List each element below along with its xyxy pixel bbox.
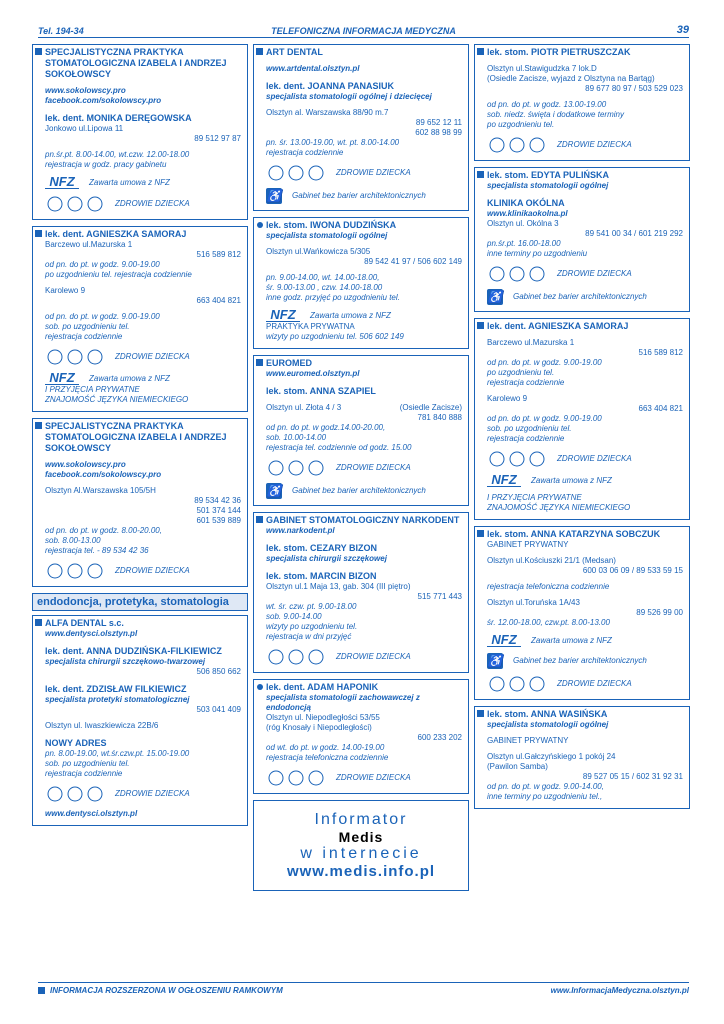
listing-title: lek. stom. IWONA DUDZIŃSKA: [266, 220, 397, 230]
bullet-square: [477, 171, 484, 178]
note: po uzgodnieniu tel. rejestracja codziennie: [45, 270, 192, 279]
facebook-link[interactable]: facebook.com/sokolowscy.pro: [45, 96, 162, 105]
page-header: [38, 24, 689, 40]
hours: wt. śr. czw. pt. 9.00-18.00: [266, 602, 357, 611]
children-faces-icon: [45, 195, 105, 213]
bullet-square: [256, 516, 263, 523]
phone-1: 506 850 662: [196, 667, 241, 676]
accessibility-row: [487, 653, 683, 669]
phone-3: 601 539 889: [196, 516, 241, 525]
listing-title: ART DENTAL: [266, 47, 323, 57]
zdrowie-row: [45, 562, 241, 580]
address: Olsztyn ul. Okólna 3: [487, 219, 559, 228]
zdrowie-label: ZDROWIE DZIECKA: [115, 199, 190, 208]
registration: rejestracja tel. codziennie od godz. 15.00: [266, 443, 412, 452]
column-2: [253, 44, 469, 891]
accessibility-label: Gabinet bez barier architektonicznych: [292, 191, 426, 200]
column-3: [474, 44, 690, 815]
registration-2: rejestracja codziennie: [487, 434, 565, 443]
children-faces-icon: [487, 136, 547, 154]
hours: od wt. do pt. w godz. 14.00-19.00: [266, 743, 385, 752]
visits: wizyty po uzgodnieniu tel. 506 602 149: [266, 332, 404, 341]
listing-pulinska: [474, 167, 690, 312]
header-rule: [38, 37, 689, 38]
nfz-logo-icon: NFZ: [487, 634, 521, 647]
note: po uzgodnieniu tel.: [487, 368, 555, 377]
zdrowie-label: ZDROWIE DZIECKA: [336, 652, 411, 661]
children-faces-icon: [487, 675, 547, 693]
bullet-square: [477, 48, 484, 55]
zdrowie-row: [45, 785, 241, 803]
listing-samoraj-2: [474, 318, 690, 520]
registration: rejestracja telefoniczna codziennie: [266, 753, 389, 762]
nfz-contract: Zawarta umowa z NFZ: [89, 177, 170, 187]
listing-samoraj-1: [32, 226, 248, 412]
registration: rejestracja codziennie: [487, 378, 565, 387]
hours: pn.śr.pt. 16.00-18.00: [487, 239, 561, 248]
accessibility-label: Gabinet bez barier architektonicznych: [513, 656, 647, 665]
listing-wasinska: [474, 706, 690, 809]
hours: pn. 8.00-19.00, wt.śr.czw.pt. 15.00-19.00: [45, 749, 190, 758]
bullet-square: [35, 48, 42, 55]
phone: 600 03 06 09 / 89 533 59 15: [582, 566, 683, 575]
zdrowie-row: [45, 195, 241, 213]
nfz-row: [487, 634, 683, 647]
saturday: sob. niedz. święta i dodatkowe terminy: [487, 110, 624, 119]
hours-2: śr. 9.00-13.00 , czw. 14.00-18.00: [266, 283, 383, 292]
zdrowie-label: ZDROWIE DZIECKA: [336, 773, 411, 782]
children-faces-icon: [487, 450, 547, 468]
listing-title: lek. stom. EDYTA PULIŃSKA: [487, 170, 610, 180]
address: Olsztyn Al.Warszawska 105/5H: [45, 486, 156, 495]
phone-2: 501 374 144: [196, 506, 241, 515]
doctor-name-1: lek. stom. CEZARY BIZON: [266, 543, 378, 553]
registration: rejestracja codziennie: [266, 148, 344, 157]
address: Barczewo ul.Mazurska 1: [45, 240, 133, 249]
website-link[interactable]: www.klinikaokolna.pl: [487, 209, 568, 218]
promo-link[interactable]: www.medis.info.pl: [286, 863, 436, 880]
children-faces-icon: [45, 785, 105, 803]
registration: rejestracja tel. - 89 534 42 36: [45, 546, 149, 555]
german: ZNAJOMOŚĆ JĘZYKA NIEMIECKIEGO: [45, 395, 189, 404]
doctor-name: lek. dent. MONIKA DERĘGOWSKA: [45, 113, 192, 123]
phone-2: 89 526 99 00: [636, 608, 683, 617]
specialty: specjalista stomatologii zachowawczej z endodoncją: [266, 693, 420, 712]
promo-line-2: Medis: [338, 829, 384, 845]
address: Olsztyn ul.Stawigudzka 7 lok.D: [487, 64, 597, 73]
footer-rule: [38, 982, 689, 983]
note: po uzgodnieniu tel.: [487, 120, 555, 129]
listing-title: GABINET STOMATOLOGICZNY NARKODENT: [266, 515, 460, 525]
nfz-contract: Zawarta umowa z NFZ: [310, 310, 391, 320]
phone: 600 233 202: [417, 733, 462, 742]
hours: od pn. do pt. w godz. 8.00-20.00,: [45, 526, 162, 535]
address: Olsztyn ul. Złota 4 / 3: [266, 403, 342, 412]
saturday: sob. po uzgodnieniu tel.: [45, 322, 130, 331]
hours: od pn. do pt. w godz. 13.00-19.00: [487, 100, 607, 109]
bullet-square: [35, 230, 42, 237]
other-terms: inne terminy po uzgodnieniu: [487, 249, 588, 258]
nfz-contract: Zawarta umowa z NFZ: [89, 373, 170, 383]
phone: 781 840 888: [417, 413, 462, 422]
accessibility-label: Gabinet bez barier architektonicznych: [292, 486, 426, 495]
accessibility-row: [266, 188, 462, 204]
listing-dudzinska: [253, 217, 469, 349]
german: ZNAJOMOŚĆ JĘZYKA NIEMIECKIEGO: [487, 503, 631, 512]
listing-title: lek. stom. PIOTR PIETRUSZCZAK: [487, 47, 631, 57]
registration: rejestracja w dni przyjęć: [266, 632, 352, 641]
nfz-contract: Zawarta umowa z NFZ: [531, 475, 612, 485]
doctor-name-1: lek. dent. ANNA DUDZIŃSKA-FILKIEWICZ: [45, 646, 222, 656]
website-link[interactable]: www.artdental.olsztyn.pl: [266, 64, 360, 73]
footer-link[interactable]: www.InformacjaMedyczna.olsztyn.pl: [550, 986, 689, 995]
facebook-link[interactable]: facebook.com/sokolowscy.pro: [45, 470, 162, 479]
listing-title: EUROMED: [266, 358, 313, 368]
address: Olsztyn ul.Wańkowicza 5/305: [266, 247, 371, 256]
private: I PRZYJĘCIA PRYWATNE: [487, 493, 582, 502]
phone-1: 89 652 12 11: [415, 118, 462, 127]
header-title: TELEFONICZNA INFORMACJA MEDYCZNA: [271, 26, 456, 36]
doctor-name-2: lek. stom. MARCIN BIZON: [266, 571, 377, 581]
bullet-square: [477, 322, 484, 329]
phone: 516 589 812: [638, 348, 683, 357]
saturday: sob. po uzgodnieniu tel.: [45, 759, 130, 768]
website-link[interactable]: www.sokolowscy.pro: [45, 460, 126, 469]
zdrowie-label: ZDROWIE DZIECKA: [115, 566, 190, 575]
listing-title: lek. dent. ADAM HAPONIK: [266, 682, 379, 692]
header-tel: Tel. 194-34: [38, 26, 84, 36]
hours: pn.śr.pt. 8.00-14.00, wt.czw. 12.00-18.00: [45, 150, 190, 159]
zdrowie-row: [266, 459, 462, 477]
private-practice: PRAKTYKA PRYWATNA: [266, 322, 355, 331]
visits: wizyty po uzgodnieniu tel.: [266, 622, 358, 631]
listing-sokolowscy-2: [32, 418, 248, 587]
website-link[interactable]: www.narkodent.pl: [266, 526, 335, 535]
bullet-square: [35, 619, 42, 626]
specialty: specjalista stomatologii ogólnej i dziecięcej: [266, 92, 432, 101]
specialty-1: specjalista chirurgii szczękowo-twarzowej: [45, 657, 206, 666]
specialty-1: specjalista chirurgii szczękowej: [266, 554, 387, 563]
address-2: (Pawilon Samba): [487, 762, 548, 771]
zdrowie-row: [487, 136, 683, 154]
doctor-name-2: lek. dent. ZDZISŁAW FILKIEWICZ: [45, 684, 187, 694]
zdrowie-row: [266, 769, 462, 787]
bullet-square: [256, 359, 263, 366]
phone-1: 89 534 42 36: [194, 496, 241, 505]
registration: rejestracja telefoniczna codziennie: [487, 582, 610, 591]
doctor-name: lek. stom. ANNA SZAPIEL: [266, 386, 376, 396]
listing-title: lek. dent. AGNIESZKA SAMORAJ: [45, 229, 187, 239]
website-link[interactable]: www.euromed.olsztyn.pl: [266, 369, 360, 378]
listing-title: SPECJALISTYCZNA PRAKTYKA STOMATOLOGICZNA IZABELA I ANDRZEJ SOKOŁOWSCY: [45, 47, 227, 79]
children-faces-icon: [266, 459, 326, 477]
website-link-2[interactable]: www.dentysci.olsztyn.pl: [45, 809, 138, 818]
hours-3: inne godz. przyjęć po uzgodnieniu tel.: [266, 293, 400, 302]
column-1: [32, 44, 248, 832]
wheelchair-icon: ♿: [266, 484, 282, 498]
nfz-logo-icon: NFZ: [45, 372, 79, 385]
zdrowie-row: [487, 675, 683, 693]
specialty: specjalista stomatologii ogólnej: [487, 720, 609, 729]
zdrowie-label: ZDROWIE DZIECKA: [557, 454, 632, 463]
children-faces-icon: [266, 648, 326, 666]
private: I PRZYJĘCIA PRYWATNE: [45, 385, 140, 394]
zdrowie-label: ZDROWIE DZIECKA: [557, 269, 632, 278]
wheelchair-icon: ♿: [487, 290, 503, 304]
children-faces-icon: [266, 164, 326, 182]
hours: od pn. do pt. w godz. 9.00-14.00,: [487, 782, 604, 791]
wheelchair-icon: ♿: [487, 654, 503, 668]
specialty: specjalista stomatologii ogólnej: [266, 231, 388, 240]
phone-2: 663 404 821: [638, 404, 683, 413]
address: Olsztyn ul. Niepodległości 53/55: [266, 713, 380, 722]
hours-1: pn. 9.00-14.00, wt. 14.00-18.00,: [266, 273, 380, 282]
nfz-row: [487, 474, 683, 487]
zdrowie-label: ZDROWIE DZIECKA: [557, 679, 632, 688]
hours: od pn. do pt. w godz. 9.00-19.00: [487, 358, 602, 367]
listing-sokolowscy-1: [32, 44, 248, 220]
clinic-name: KLINIKA OKÓLNA: [487, 198, 565, 208]
nfz-row: [266, 309, 462, 322]
nfz-logo-icon: NFZ: [266, 309, 300, 322]
phone-2: 503 041 409: [196, 705, 241, 714]
saturday: sob. 10.00-14.00: [266, 433, 327, 442]
listing-title: ALFA DENTAL s.c.: [45, 618, 124, 628]
bullet-dot: [257, 222, 263, 228]
zdrowie-label: ZDROWIE DZIECKA: [336, 463, 411, 472]
bullet-dot: [257, 684, 263, 690]
address-2: (róg Knosały i Niepodległości): [266, 723, 372, 732]
address: Olsztyn ul.Kościuszki 21/1 (Medsan): [487, 556, 616, 565]
nfz-row: [45, 176, 241, 189]
website-link[interactable]: www.dentysci.olsztyn.pl: [45, 629, 138, 638]
hours: od pn. do pt. w godz.14.00-20.00,: [266, 423, 386, 432]
children-faces-icon: [45, 348, 105, 366]
zdrowie-label: ZDROWIE DZIECKA: [557, 140, 632, 149]
new-address-badge: NOWY ADRES: [45, 738, 107, 748]
phone: 89 542 41 97 / 506 602 149: [364, 257, 462, 266]
accessibility-row: [266, 483, 462, 499]
wheelchair-icon: ♿: [266, 189, 282, 203]
zdrowie-row: [266, 164, 462, 182]
phone: 89 541 00 34 / 601 219 292: [585, 229, 683, 238]
saturday: sob. 9.00-14.00: [266, 612, 322, 621]
phone-2: 602 88 98 99: [415, 128, 462, 137]
accessibility-label: Gabinet bez barier architektonicznych: [513, 292, 647, 301]
zdrowie-row: [487, 265, 683, 283]
hours: od pn. do pt. w godz. 9.00-19.00: [45, 260, 160, 269]
phone-2: 663 404 821: [196, 296, 241, 305]
listing-haponik: [253, 679, 469, 794]
listing-title: SPECJALISTYCZNA PRAKTYKA STOMATOLOGICZNA IZABELA I ANDRZEJ SOKOŁOWSCY: [45, 421, 227, 453]
specialty-2: specjalista protetyki stomatologicznej: [45, 695, 190, 704]
registration: rejestracja codziennie: [45, 769, 123, 778]
doctor-name: lek. dent. JOANNA PANASIUK: [266, 81, 395, 91]
other-terms: inne terminy po uzgodnieniu tel.,: [487, 792, 603, 801]
zdrowie-label: ZDROWIE DZIECKA: [115, 352, 190, 361]
registration: rejestracja codziennie: [45, 332, 123, 341]
listing-narkodent: [253, 512, 469, 673]
footer-left-text: INFORMACJA ROZSZERZONA W OGŁOSZENIU RAMKOWYM: [50, 986, 283, 995]
saturday: sob. po uzgodnieniu tel.: [487, 424, 572, 433]
zdrowie-row: [487, 450, 683, 468]
footer-note: [38, 986, 283, 995]
hours-2: od pn. do pt. w godz. 9.00-19.00: [487, 414, 602, 423]
accessibility-row: [487, 289, 683, 305]
address-2: Karolewo 9: [487, 394, 528, 403]
bullet-square: [35, 422, 42, 429]
listing-euromed: [253, 355, 469, 506]
phone: 89 677 80 97 / 503 529 023: [585, 84, 683, 93]
subtitle: GABINET PRYWATNY: [487, 540, 569, 549]
zdrowie-label: ZDROWIE DZIECKA: [115, 789, 190, 798]
listing-title: lek. stom. ANNA WASIŃSKA: [487, 709, 608, 719]
hours: śr. 12.00-18.00, czw.pt. 8.00-13.00: [487, 618, 610, 627]
bullet-square: [38, 987, 45, 994]
bullet-square: [477, 530, 484, 537]
phone: 89 512 97 87: [194, 134, 241, 143]
estate: (Osiedle Zacisze): [399, 403, 462, 412]
hours-2: od pn. do pt. w godz. 9.00-19.00: [45, 312, 160, 321]
address-row: [266, 403, 462, 413]
address: Barczewo ul.Mazurska 1: [487, 338, 575, 347]
promo-line-1: Informator: [314, 811, 408, 828]
phone: 516 589 812: [196, 250, 241, 259]
hours: pn. śr. 13.00-19.00, wt. pt. 8.00-14.00: [266, 138, 400, 147]
address: Olsztyn al. Warszawska 88/90 m.7: [266, 108, 389, 117]
listing-pietruszczak: [474, 44, 690, 161]
listing-art-dental: [253, 44, 469, 211]
children-faces-icon: [266, 769, 326, 787]
address-2: Karolewo 9: [45, 286, 86, 295]
listing-title: lek. stom. ANNA KATARZYNA SOBCZUK: [487, 529, 661, 539]
medis-promo: [253, 800, 469, 891]
bullet-square: [256, 48, 263, 55]
zdrowie-row: [266, 648, 462, 666]
saturday: sob. 8.00-13.00: [45, 536, 101, 545]
zdrowie-label: ZDROWIE DZIECKA: [336, 168, 411, 177]
children-faces-icon: [487, 265, 547, 283]
section-heading: endodoncja, protetyka, stomatologia: [32, 593, 248, 611]
promo-line-3: w internecie: [300, 845, 422, 862]
phone: 89 527 05 15 / 602 31 92 31: [582, 772, 683, 781]
zdrowie-row: [45, 348, 241, 366]
subtitle: GABINET PRYWATNY: [487, 736, 569, 745]
nfz-logo-icon: NFZ: [45, 176, 79, 189]
listing-alfa-dental: [32, 615, 248, 826]
address: Olsztyn ul. Iwaszkiewicza 22B/6: [45, 721, 159, 730]
address-2: Olsztyn ul.Toruńska 1A/43: [487, 598, 580, 607]
registration: rejestracja w godz. pracy gabinetu: [45, 160, 167, 169]
nfz-contract: Zawarta umowa z NFZ: [531, 635, 612, 645]
listing-sobczuk: [474, 526, 690, 700]
bullet-square: [477, 710, 484, 717]
specialty: specjalista stomatologii ogólnej: [487, 181, 609, 190]
nfz-logo-icon: NFZ: [487, 474, 521, 487]
page-number: 39: [676, 24, 689, 36]
nfz-row: [45, 372, 241, 385]
address: Olsztyn ul.1 Maja 13, gab. 304 (III piętro): [266, 582, 411, 591]
address-2: (Osiedle Zacisze, wyjazd z Olsztyna na Bartąg): [487, 74, 655, 83]
address: Olsztyn ul.Gałczyńskiego 1 pokój 24: [487, 752, 616, 761]
address: Jonkowo ul.Lipowa 11: [45, 124, 124, 133]
website-link[interactable]: www.sokolowscy.pro: [45, 86, 126, 95]
phone: 515 771 443: [417, 592, 462, 601]
children-faces-icon: [45, 562, 105, 580]
listing-title: lek. dent. AGNIESZKA SAMORAJ: [487, 321, 629, 331]
